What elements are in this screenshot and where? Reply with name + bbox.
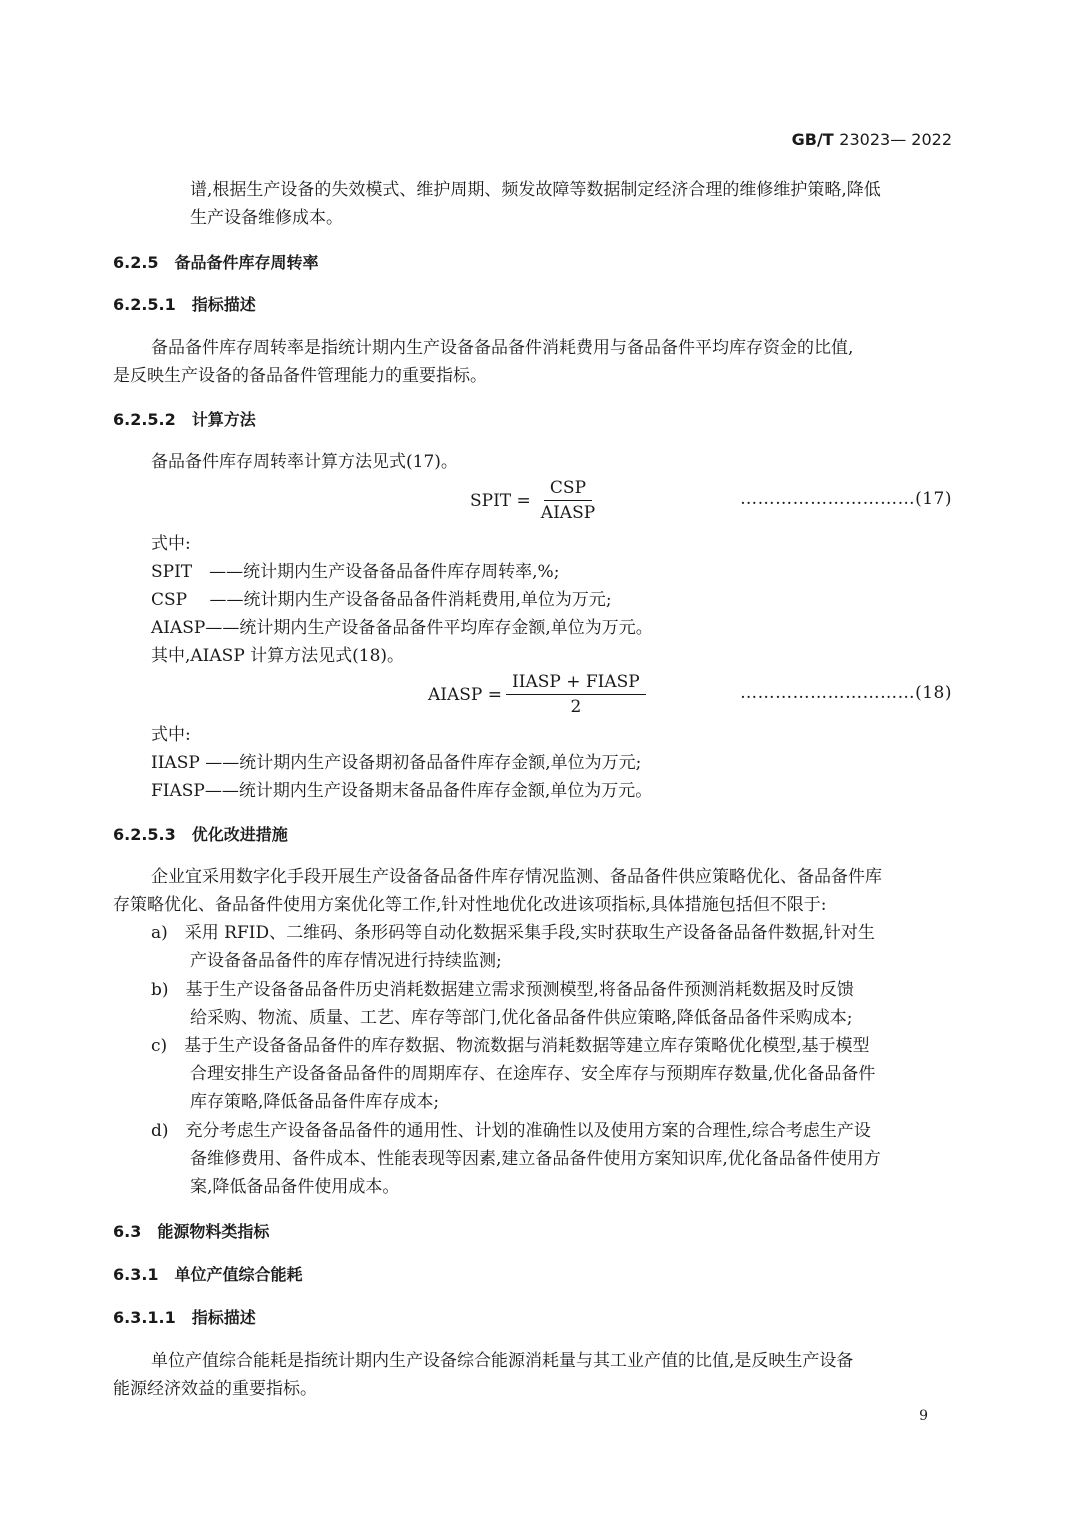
- variable-definition: FIASP——统计期内生产设备期末备品备件库存金额,单位为万元。: [151, 781, 653, 801]
- subsection-heading: 6.2.5.1 指标描述: [113, 295, 256, 314]
- equation-number: …………………………(18): [740, 683, 952, 703]
- list-item: d) 充分考虑生产设备备品备件的通用性、计划的准确性以及使用方案的合理性,综合考虑生产设: [151, 1121, 871, 1141]
- paragraph-line: 企业宜采用数字化手段开展生产设备备品备件库存情况监测、备品备件供应策略优化、备品备件库: [151, 867, 882, 887]
- section-heading: 6.3 能源物料类指标: [113, 1222, 270, 1241]
- list-item: a) 采用 RFID、二维码、条形码等自动化数据采集手段,实时获取生产设备备品备件数据,针对生: [151, 923, 875, 943]
- paragraph-line: 生产设备维修成本。: [190, 208, 343, 228]
- page-number: 9: [919, 1408, 928, 1424]
- standard-code: 23023: [839, 130, 891, 149]
- formula-lhs: SPIT =: [470, 490, 531, 511]
- formula-17: [470, 478, 601, 523]
- variable-definition: CSP ——统计期内生产设备备品备件消耗费用,单位为万元;: [151, 590, 612, 610]
- list-item: c) 基于生产设备备品备件的库存数据、物流数据与消耗数据等建立库存策略优化模型,基于模型: [151, 1036, 870, 1056]
- formula-lhs: AIASP =: [428, 684, 503, 705]
- fraction-denominator: AIASP: [540, 503, 596, 523]
- variable-definition: SPIT ——统计期内生产设备备品备件库存周转率,%;: [151, 562, 560, 582]
- list-item-continuation: 合理安排生产设备备品备件的周期库存、在途库存、安全库存与预期库存数量,优化备品备件: [190, 1064, 876, 1084]
- paragraph-line: 能源经济效益的重要指标。: [113, 1379, 317, 1399]
- where-label: 式中:: [151, 534, 191, 554]
- subsection-heading: 6.3.1.1 指标描述: [113, 1308, 256, 1327]
- paragraph-line: 是反映生产设备的备品备件管理能力的重要指标。: [113, 366, 487, 386]
- list-item-continuation: 库存策略,降低备品备件库存成本;: [190, 1092, 440, 1112]
- variable-definition: AIASP——统计期内生产设备备品备件平均库存金额,单位为万元。: [151, 618, 653, 638]
- fraction-numerator: IIASP + FIASP: [506, 672, 646, 695]
- variable-definition: IIASP ——统计期内生产设备期初备品备件库存金额,单位为万元;: [151, 753, 642, 773]
- fraction: [506, 672, 646, 717]
- paragraph-line: 其中,AIASP 计算方法见式(18)。: [151, 646, 405, 666]
- equation-number: …………………………(17): [740, 489, 952, 509]
- paragraph-line: 谱,根据生产设备的失效模式、维护周期、频发故障等数据制定经济合理的维修维护策略,降低: [190, 180, 881, 200]
- standard-prefix: GB/T: [791, 130, 834, 149]
- list-item: b) 基于生产设备备品备件历史消耗数据建立需求预测模型,将备品备件预测消耗数据及时反馈: [151, 980, 854, 1000]
- where-label: 式中:: [151, 725, 191, 745]
- section-heading: 6.2.5 备品备件库存周转率: [113, 253, 319, 272]
- list-item-continuation: 产设备备品备件的库存情况进行持续监测;: [190, 951, 502, 971]
- fraction-numerator: CSP: [544, 478, 592, 501]
- list-item-continuation: 备维修费用、备件成本、性能表现等因素,建立备品备件使用方案知识库,优化备品备件使用方: [190, 1149, 881, 1169]
- paragraph-line: 单位产值综合能耗是指统计期内生产设备综合能源消耗量与其工业产值的比值,是反映生产设备: [151, 1351, 854, 1371]
- paragraph-line: 存策略优化、备品备件使用方案优化等工作,针对性地优化改进该项指标,具体措施包括但不限于:: [113, 895, 827, 915]
- paragraph-line: 备品备件库存周转率计算方法见式(17)。: [151, 452, 458, 472]
- paragraph-line: 备品备件库存周转率是指统计期内生产设备备品备件消耗费用与备品备件平均库存资金的比值,: [151, 338, 854, 358]
- subsection-heading: 6.2.5.3 优化改进措施: [113, 825, 288, 844]
- subsection-heading: 6.2.5.2 计算方法: [113, 410, 256, 429]
- fraction: [535, 478, 601, 523]
- standard-number: [792, 130, 952, 149]
- list-item-continuation: 案,降低备品备件使用成本。: [190, 1177, 400, 1197]
- section-heading: 6.3.1 单位产值综合能耗: [113, 1265, 303, 1284]
- list-item-continuation: 给采购、物流、质量、工艺、库存等部门,优化备品备件供应策略,降低备品备件采购成本;: [190, 1008, 853, 1028]
- standard-year: — 2022: [890, 130, 952, 149]
- fraction-denominator: 2: [570, 697, 582, 717]
- formula-18: [428, 672, 646, 717]
